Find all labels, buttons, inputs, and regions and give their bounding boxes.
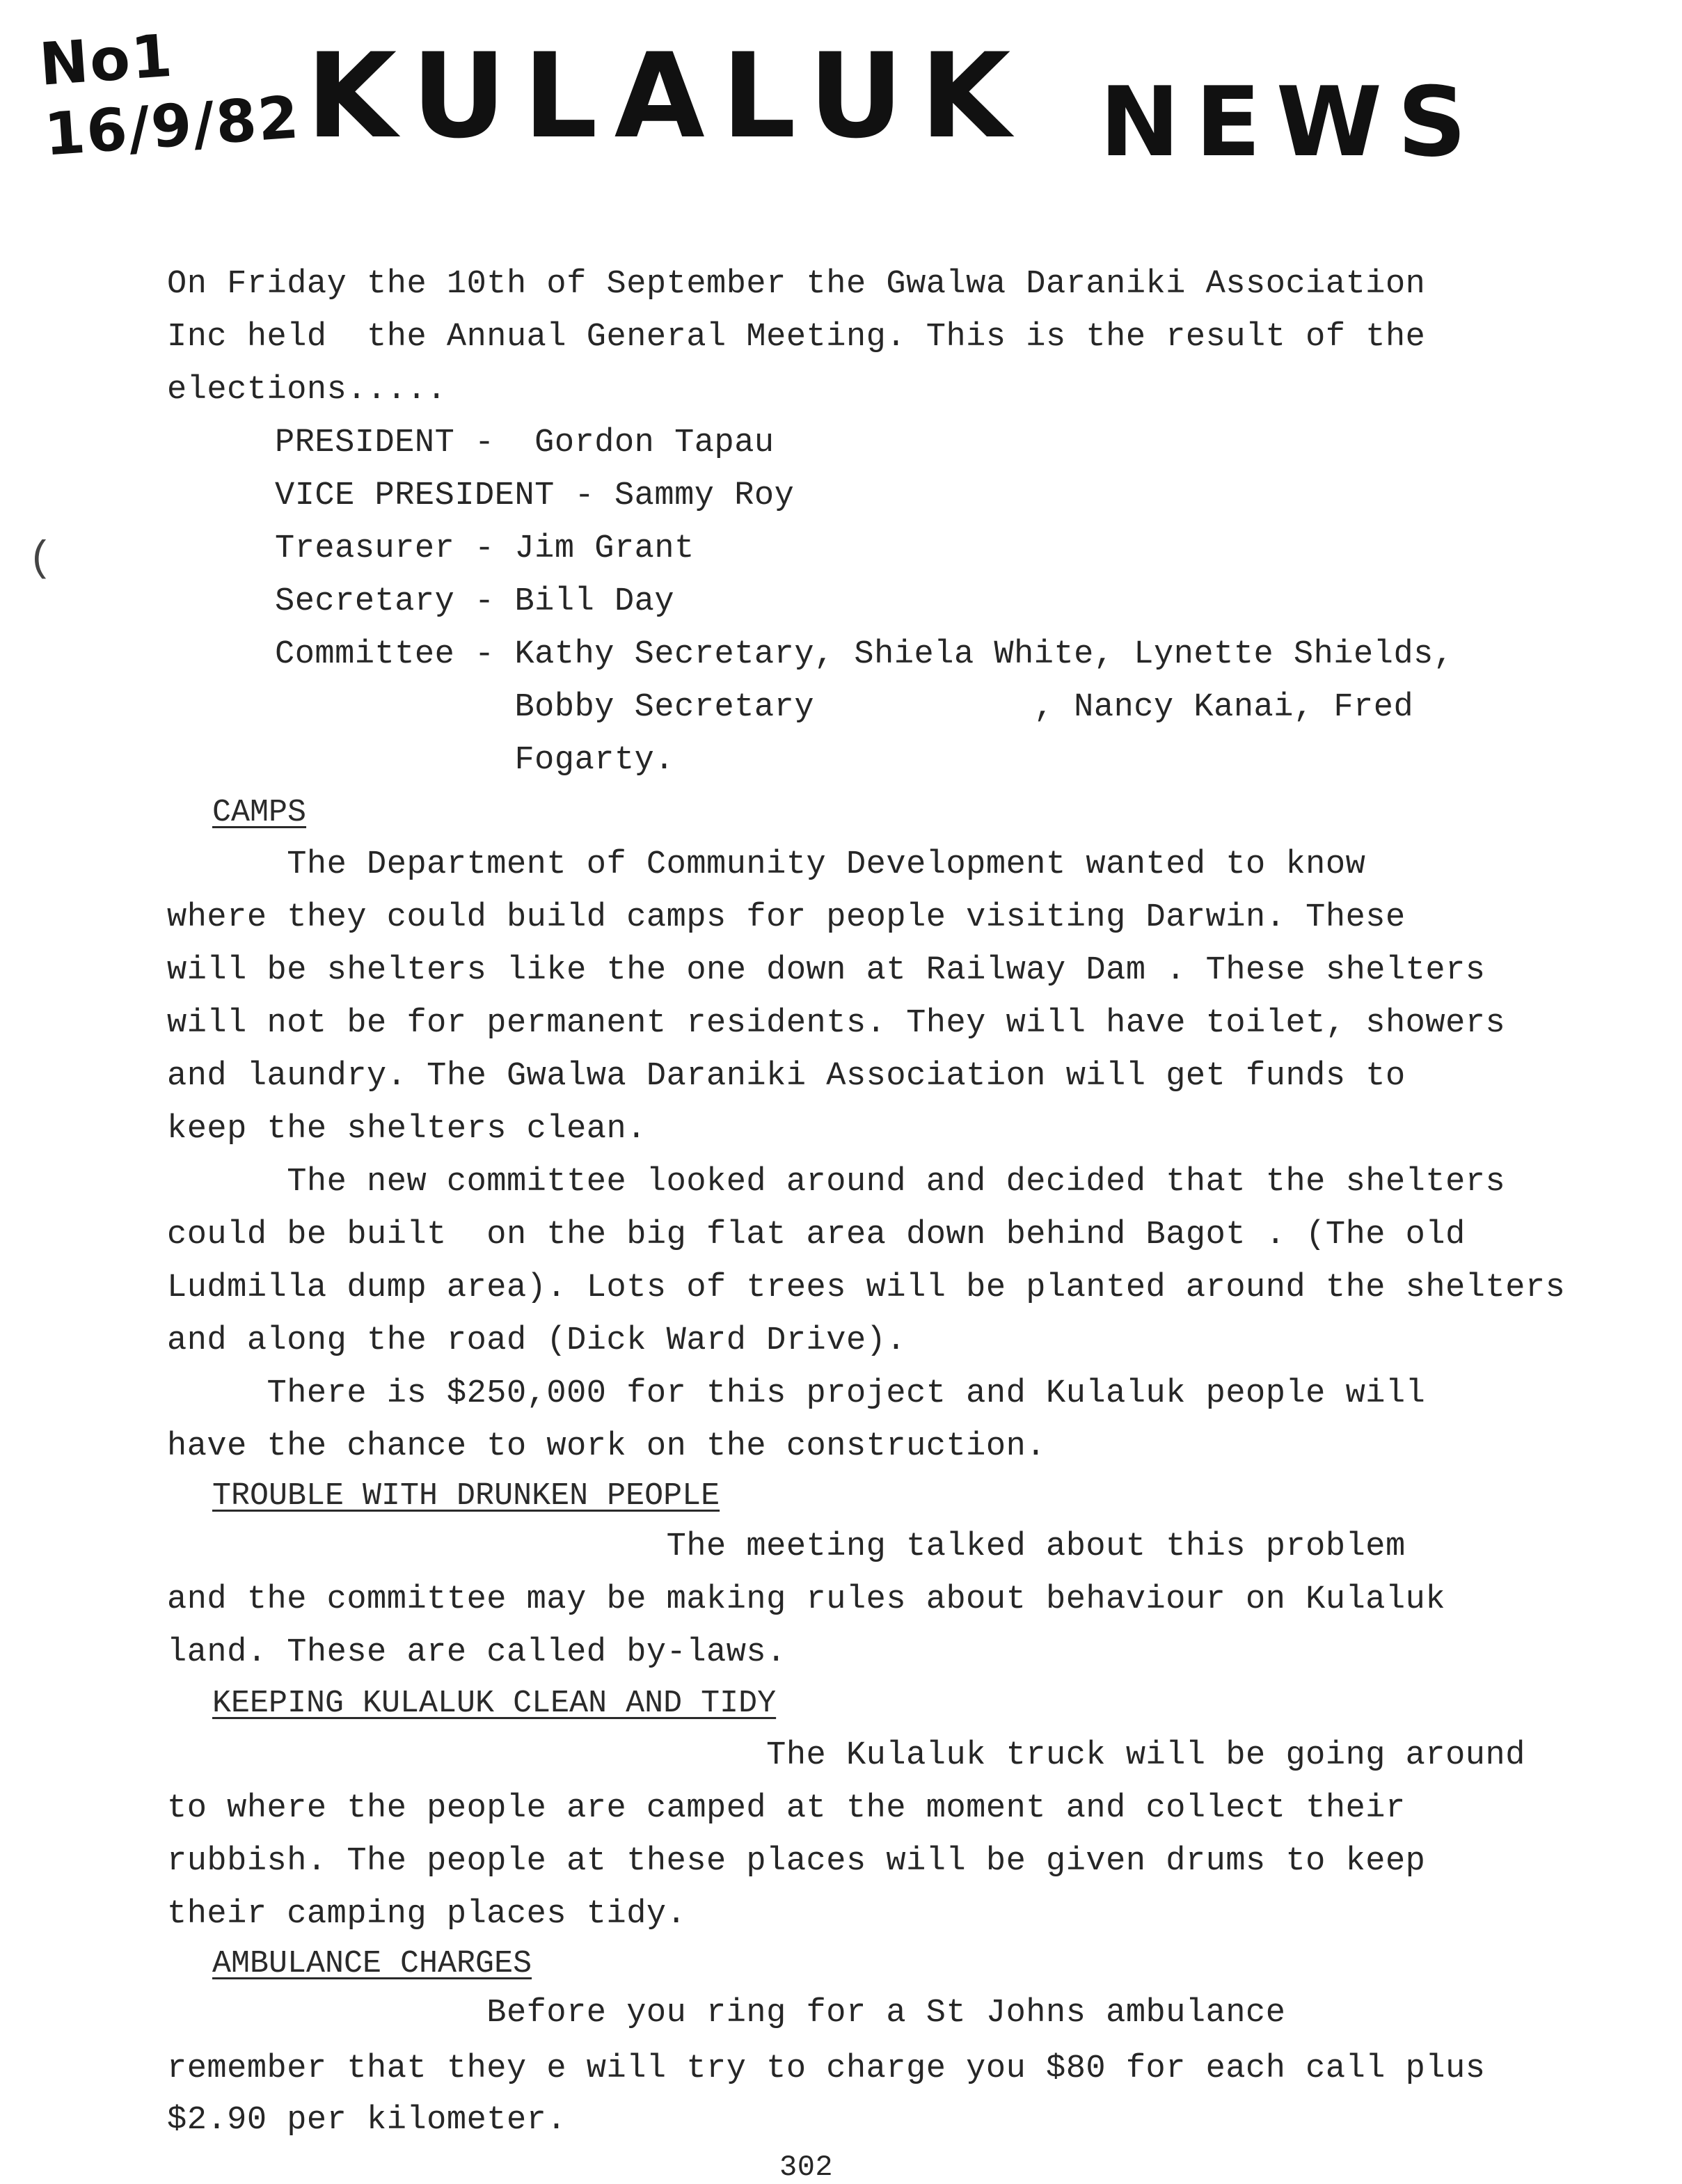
clean-line: to where the people are camped at the moment and collect their bbox=[167, 1790, 1406, 1827]
clean-line: The Kulaluk truck will be going around bbox=[167, 1737, 1525, 1774]
trouble-line: and the committee may be making rules about behaviour on Kulaluk bbox=[167, 1581, 1446, 1618]
section-heading-ambulance: AMBULANCE CHARGES bbox=[212, 1946, 532, 1981]
newsletter-title: KULALUK bbox=[306, 28, 1028, 164]
election-line: VICE PRESIDENT - Sammy Roy bbox=[275, 477, 795, 514]
camps-line: could be built on the big flat area down behind Bagot . (The old bbox=[167, 1217, 1466, 1253]
issue-number: No1 bbox=[37, 21, 176, 99]
election-line: Committee - Kathy Secretary, Shiela White, Lynette Shields, bbox=[275, 636, 1454, 673]
camps-line: and laundry. The Gwalwa Daraniki Association will get funds to bbox=[167, 1058, 1406, 1095]
clean-line: their camping places tidy. bbox=[167, 1896, 687, 1933]
trouble-line: The meeting talked about this problem bbox=[167, 1528, 1406, 1565]
camps-line: The new committee looked around and decided that the shelters bbox=[167, 1164, 1506, 1201]
ambulance-line: Before you ring for a St Johns ambulance bbox=[167, 1995, 1286, 2032]
camps-line: have the chance to work on the construction. bbox=[167, 1428, 1047, 1465]
clean-line: rubbish. The people at these places will be given drums to keep bbox=[167, 1843, 1426, 1880]
election-line: Treasurer - Jim Grant bbox=[275, 530, 695, 567]
camps-line: keep the shelters clean. bbox=[167, 1111, 646, 1148]
camps-line: and along the road (Dick Ward Drive). bbox=[167, 1322, 907, 1359]
camps-line: There is $250,000 for this project and Kulaluk people will bbox=[167, 1375, 1426, 1412]
intro-line: elections..... bbox=[167, 372, 447, 409]
section-heading-clean: KEEPING KULALUK CLEAN AND TIDY bbox=[212, 1686, 777, 1721]
camps-line: will not be for permanent residents. They will have toilet, showers bbox=[167, 1005, 1506, 1042]
newsletter-title-news: NEWS bbox=[1100, 66, 1482, 178]
camps-line: where they could build camps for people visiting Darwin. These bbox=[167, 899, 1406, 936]
ambulance-line: $2.90 per kilometer. bbox=[167, 2102, 567, 2139]
election-line: Secretary - Bill Day bbox=[275, 583, 675, 620]
section-heading-trouble: TROUBLE WITH DRUNKEN PEOPLE bbox=[212, 1478, 720, 1514]
camps-line: will be shelters like the one down at Railway Dam . These shelters bbox=[167, 952, 1486, 989]
trouble-line: land. These are called by-laws. bbox=[167, 1634, 786, 1671]
camps-line: Ludmilla dump area). Lots of trees will be planted around the shelters bbox=[167, 1269, 1566, 1306]
issue-mark bbox=[37, 12, 302, 170]
intro-line: Inc held the Annual General Meeting. This is the result of the bbox=[167, 319, 1426, 356]
ambulance-line: remember that they e will try to charge you $80 for each call plus bbox=[167, 2050, 1486, 2087]
election-line: PRESIDENT - Gordon Tapau bbox=[275, 425, 775, 461]
camps-line: The Department of Community Development wanted to know bbox=[167, 846, 1366, 883]
intro-line: On Friday the 10th of September the Gwalwa Daraniki Association bbox=[167, 266, 1426, 303]
issue-date: 16/9/82 bbox=[42, 82, 303, 169]
page-mark: 302 bbox=[779, 2151, 834, 2184]
margin-bracket-mark: ( bbox=[28, 536, 54, 583]
election-line: Bobby Secretary , Nancy Kanai, Fred bbox=[275, 689, 1414, 726]
section-heading-camps: CAMPS bbox=[212, 795, 307, 830]
election-line: Fogarty. bbox=[275, 742, 675, 779]
